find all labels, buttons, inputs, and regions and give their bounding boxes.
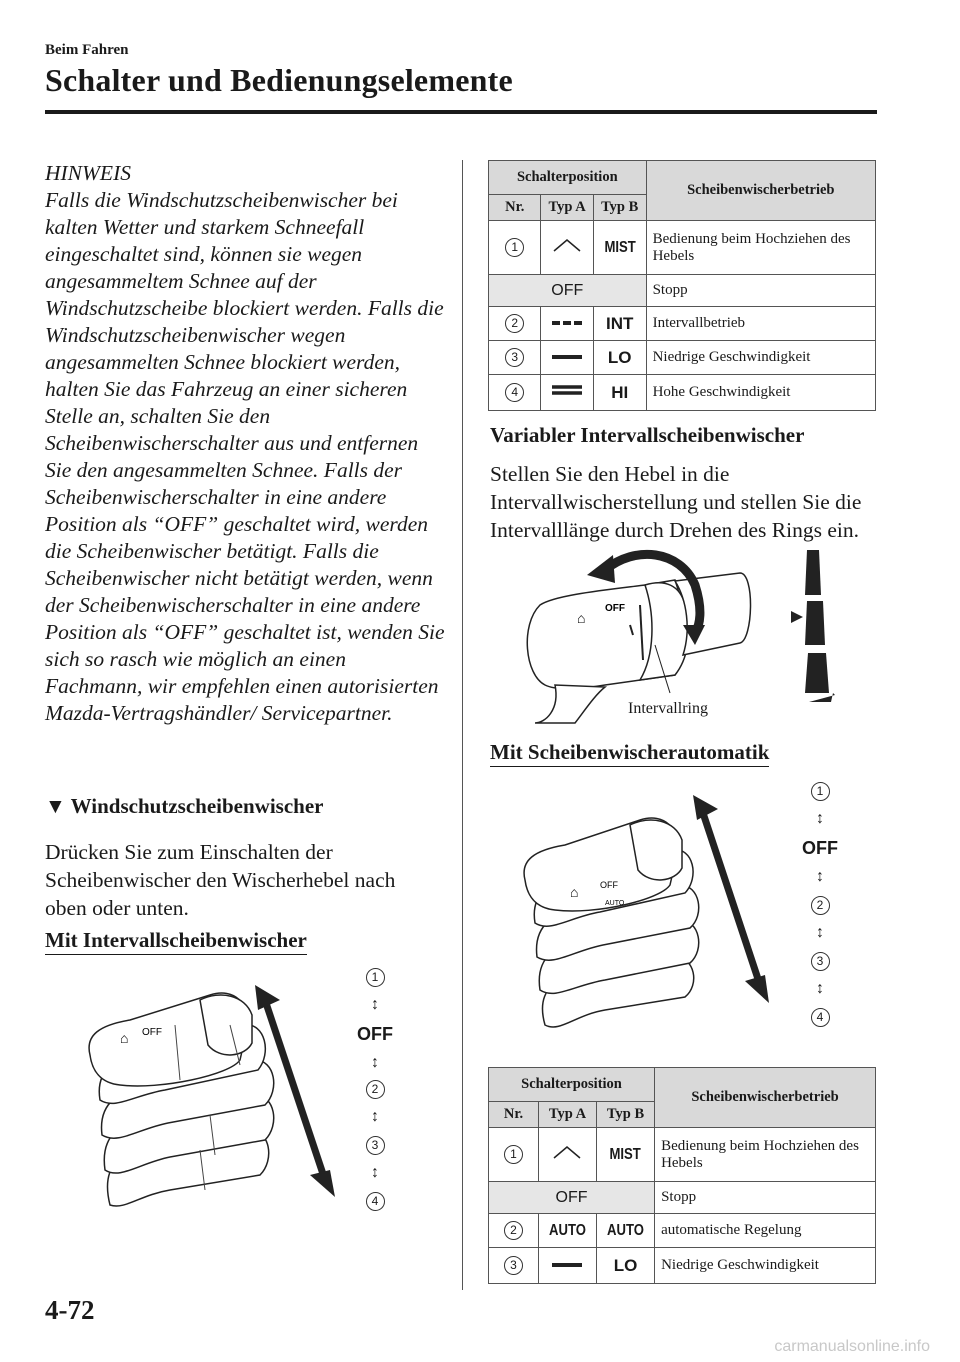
position-1: 1 (366, 968, 385, 987)
mist-symbol: MIST (609, 1145, 642, 1163)
updown-arrow-icon: ↕ (371, 1108, 379, 1125)
row-number: 4 (505, 383, 524, 402)
switch-table-1 (488, 160, 876, 411)
wiper-symbol-icon: ⌂ (570, 884, 579, 900)
note-heading: HINWEIS (45, 161, 131, 185)
row-number: 3 (504, 1256, 523, 1275)
table-row (489, 221, 876, 275)
position-off: OFF (802, 838, 838, 858)
mist-symbol: MIST (604, 238, 636, 256)
section-label: Beim Fahren (45, 42, 129, 58)
position-3: 3 (366, 1136, 385, 1155)
updown-arrow-icon: ↕ (371, 996, 379, 1013)
position-4: 4 (811, 1008, 830, 1027)
row-number: 2 (504, 1221, 523, 1240)
interval-heading: Mit Intervallscheibenwischer (45, 928, 307, 955)
table-row (489, 307, 876, 341)
table1-header-operation: Scheibenwischerbetrieb (646, 161, 875, 221)
table-row (489, 341, 876, 375)
table1-header-position: Schalterposition (489, 161, 647, 195)
row-number: 2 (505, 314, 524, 333)
auto-symbol-b: AUTO (607, 1221, 645, 1239)
off-symbol: OFF (489, 275, 647, 307)
position-4: 4 (366, 1192, 385, 1211)
lever-off-marker: OFF (605, 603, 625, 614)
table-row (489, 1128, 876, 1182)
variable-heading: Variabler Intervallscheibenwischer (490, 423, 805, 447)
auto-heading: Mit Scheibenwischerautomatik (490, 740, 769, 767)
table-row (489, 1182, 876, 1214)
row-operation: Bedienung beim Hochziehen des Hebels (646, 221, 875, 275)
note-box (45, 160, 445, 727)
position-column-1 (350, 968, 400, 1220)
table2-col-a: Typ A (538, 1102, 596, 1128)
interval-scale-icon (791, 550, 835, 702)
position-3: 3 (811, 952, 830, 971)
table-row (489, 1248, 876, 1284)
lever-off-marker: OFF (600, 880, 618, 890)
position-2: 2 (811, 896, 830, 915)
page-title: Schalter und Bedienungselemente (45, 62, 513, 98)
page-number: 4-72 (45, 1295, 95, 1325)
triangle-bullet-icon: ▼ (45, 794, 66, 818)
variable-text: Stellen Sie den Hebel in die Intervallwischerstellung und stellen Sie die Intervalllänge durch Drehen des Rings ein. (490, 462, 862, 542)
row-number: 1 (505, 238, 524, 257)
table-row (489, 275, 876, 307)
double-bar-icon (541, 375, 593, 411)
ring-label: Intervallring (628, 700, 708, 717)
position-2: 2 (366, 1080, 385, 1099)
row-operation: Niedrige Geschwindigkeit (646, 341, 875, 375)
watermark: carmanualsonline.info (774, 1338, 930, 1355)
mist-chevron-icon (541, 221, 593, 275)
wiper-heading-row (45, 794, 323, 819)
table-row (489, 1214, 876, 1248)
title-divider (45, 110, 877, 114)
switch-table-2 (488, 1067, 876, 1284)
auto-symbol-a: AUTO (549, 1221, 586, 1239)
table1-col-a: Typ A (541, 195, 593, 221)
row-operation: Stopp (646, 275, 875, 307)
row-operation: Intervallbetrieb (646, 307, 875, 341)
row-number: 1 (504, 1145, 523, 1164)
updown-arrow-icon: ↕ (371, 1054, 379, 1071)
updown-arrow-icon: ↕ (371, 1164, 379, 1181)
updown-arrow-icon: ↕ (816, 868, 824, 885)
lever-off-marker: OFF (142, 1027, 162, 1038)
table2-header-position: Schalterposition (489, 1068, 655, 1102)
row-operation: Hohe Geschwindigkeit (646, 375, 875, 411)
interval-ring-illustration (515, 545, 865, 725)
table2-header-operation: Scheibenwischerbetrieb (655, 1068, 876, 1128)
wiper-symbol-icon: ⌂ (577, 610, 586, 626)
single-bar-icon (538, 1248, 596, 1284)
interval-heading-wrap (45, 928, 307, 953)
auto-heading-wrap (490, 740, 769, 765)
row-operation: Bedienung beim Hochziehen des Hebels (655, 1128, 876, 1182)
scale-bottom-block (805, 700, 845, 730)
updown-arrow-icon: ↕ (816, 924, 824, 941)
wiper-intro: Drücken Sie zum Einschalten der Scheibenwischer den Wischerhebel nach oben oder unten. (45, 840, 396, 920)
position-1: 1 (811, 782, 830, 801)
int-symbol: INT (606, 313, 634, 333)
mist-chevron-icon (538, 1128, 596, 1182)
note-text: Falls die Windschutzscheibenwischer bei kalten Wetter und starkem Schneefall eingeschaltet sind, können sie wegen angesammeltem Schnee auf der Windschutzscheibe blockiert werden. Falls die Windschutzscheibenwischer wegen angesammelten Schnee blockiert werden, halten Sie das Fahrzeug an einer sicheren Stelle an, schalten Sie den Scheibenwischerschalter aus und entfernen Sie den angesammelten Schnee. Falls der Scheibenwischerschalter in eine andere Position als “OFF” geschaltet wird, werden die Scheibenwischer betätigt. Falls die Scheibenwischer nicht betätigt werden, wenn der Scheibenwischerschalter in eine andere Position als “OFF” geschaltet ist, wenden Sie sich so rasch wie möglich an einen Fachmann, wir empfehlen einen autorisierten Mazda-Vertragshändler/ Servicepartner. (45, 188, 445, 725)
lo-symbol: LO (607, 347, 632, 367)
row-operation: Stopp (655, 1182, 876, 1214)
auto-wiper-lever-illustration (515, 785, 775, 1045)
table2-col-b: Typ B (597, 1102, 655, 1128)
lever-auto-marker: AUTO (605, 900, 625, 907)
position-column-2 (795, 782, 845, 1036)
off-symbol: OFF (489, 1182, 655, 1214)
single-bar-icon (541, 341, 593, 375)
table1-col-nr: Nr. (489, 195, 541, 221)
wiper-symbol-icon: ⌂ (120, 1030, 129, 1046)
table1-col-b: Typ B (593, 195, 646, 221)
table2-col-nr: Nr. (489, 1102, 539, 1128)
updown-arrow-icon: ↕ (816, 810, 824, 827)
position-off: OFF (357, 1024, 393, 1044)
column-divider (462, 160, 463, 1290)
wiper-heading: Windschutzscheibenwischer (70, 794, 324, 818)
table-row (489, 375, 876, 411)
updown-arrow-icon: ↕ (816, 980, 824, 997)
double-arrow-icon (693, 795, 769, 1003)
hi-symbol: HI (611, 382, 629, 402)
row-operation: automatische Regelung (655, 1214, 876, 1248)
lo-symbol: LO (613, 1255, 638, 1275)
row-operation: Niedrige Geschwindigkeit (655, 1248, 876, 1284)
row-number: 3 (505, 348, 524, 367)
dashed-line-icon (541, 307, 593, 341)
